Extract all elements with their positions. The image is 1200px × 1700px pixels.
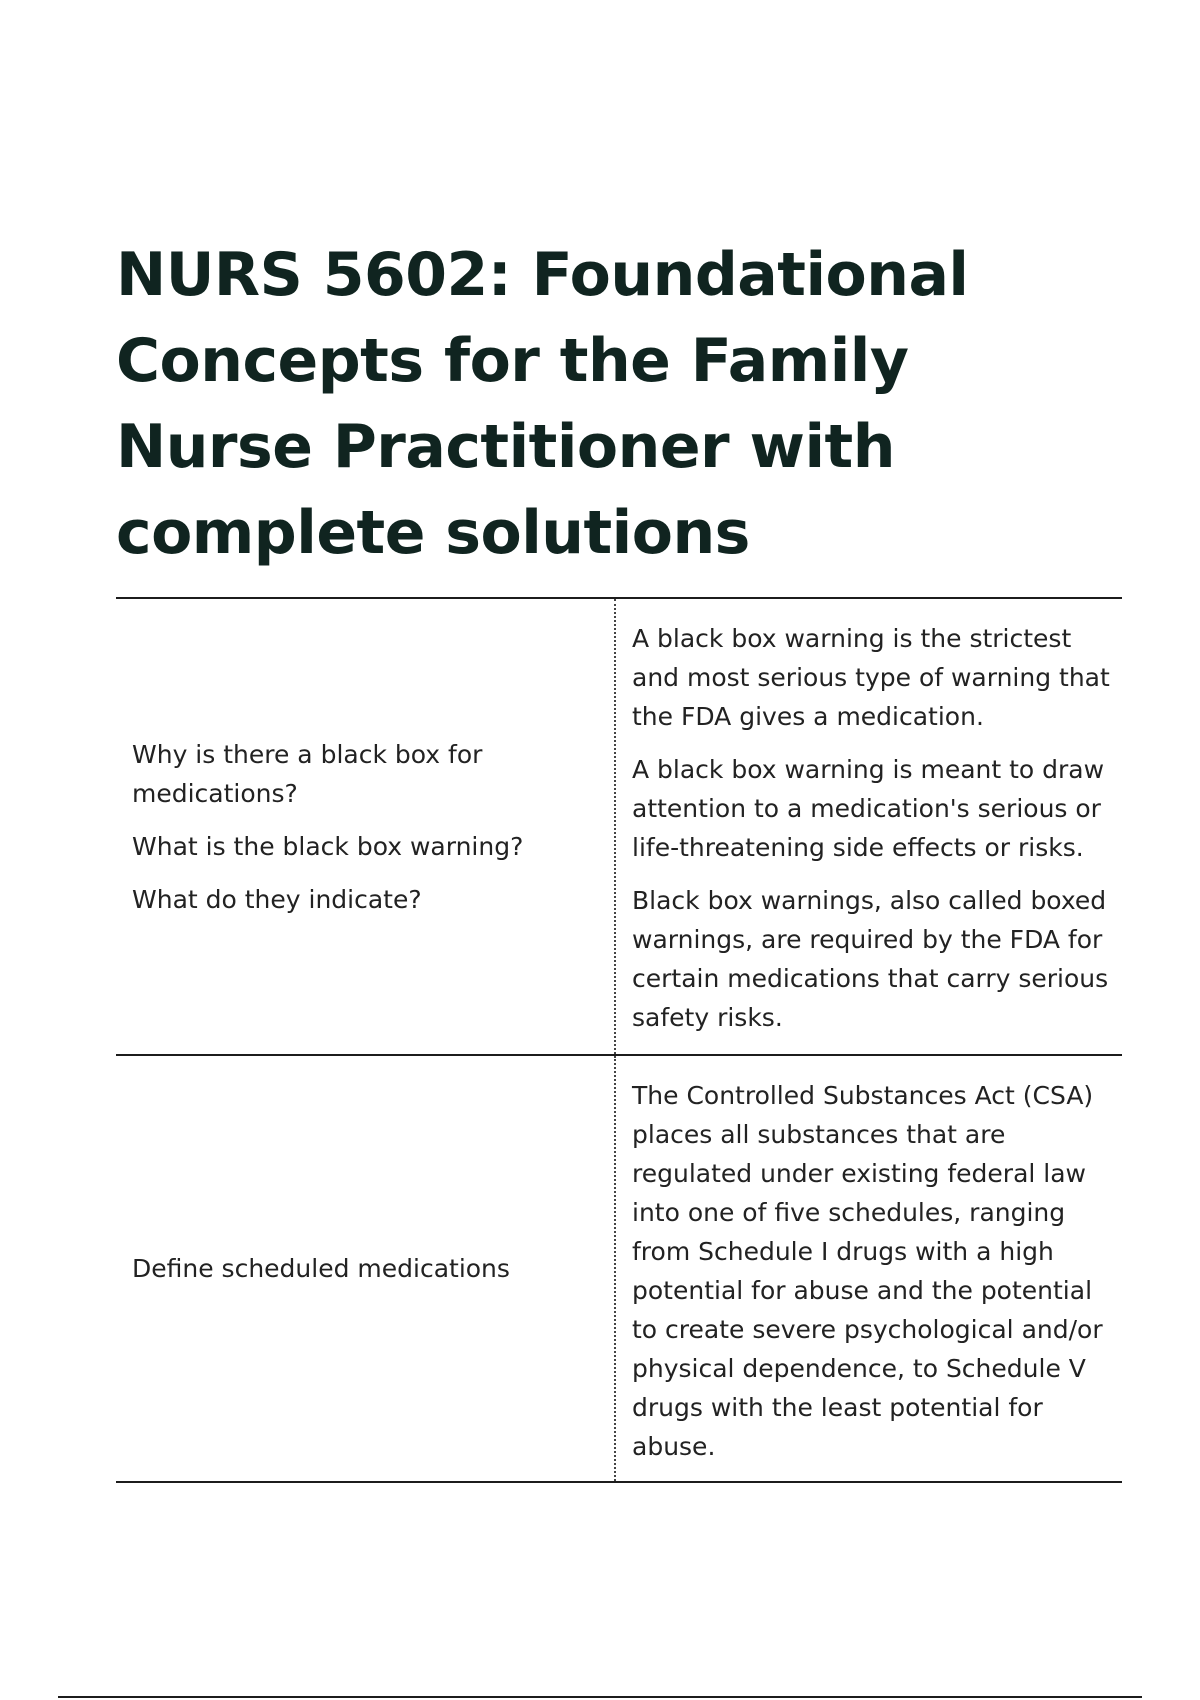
question-text: Why is there a black box for medications? <box>132 739 483 808</box>
answer-text: A black box warning is meant to draw attention to a medication's serious or life-threatening side effects or risks. <box>632 755 1105 862</box>
question-text: What do they indicate? <box>132 884 422 914</box>
question-text: Define scheduled medications <box>132 1254 510 1283</box>
table-row <box>116 597 1122 1054</box>
page-title: NURS 5602: Foundational Concepts for the Family Nurse Practitioner with complete solutions <box>116 240 969 568</box>
answer-text: A black box warning is the strictest and most serious type of warning that the FDA gives a medication. <box>632 624 1110 731</box>
question-cell <box>116 599 616 1054</box>
answer-cell <box>616 1056 1122 1481</box>
question-cell <box>116 1056 616 1481</box>
qa-table <box>116 597 1122 1483</box>
answer-text: The Controlled Substances Act (CSA) places all substances that are regulated under existing federal law into one of five schedules, ranging from Schedule I drugs with a high potential for abuse and the potential to create severe psychological and/or physical dependence, to Schedule V drugs with the least potential for abuse. <box>632 1081 1103 1461</box>
table-row <box>116 1054 1122 1483</box>
answer-cell <box>616 599 1122 1054</box>
question-text: What is the black box warning? <box>132 831 524 861</box>
answer-text: Black box warnings, also called boxed warnings, are required by the FDA for certain medications that carry serious safety risks. <box>632 886 1109 1032</box>
footer-divider <box>58 1696 1142 1698</box>
